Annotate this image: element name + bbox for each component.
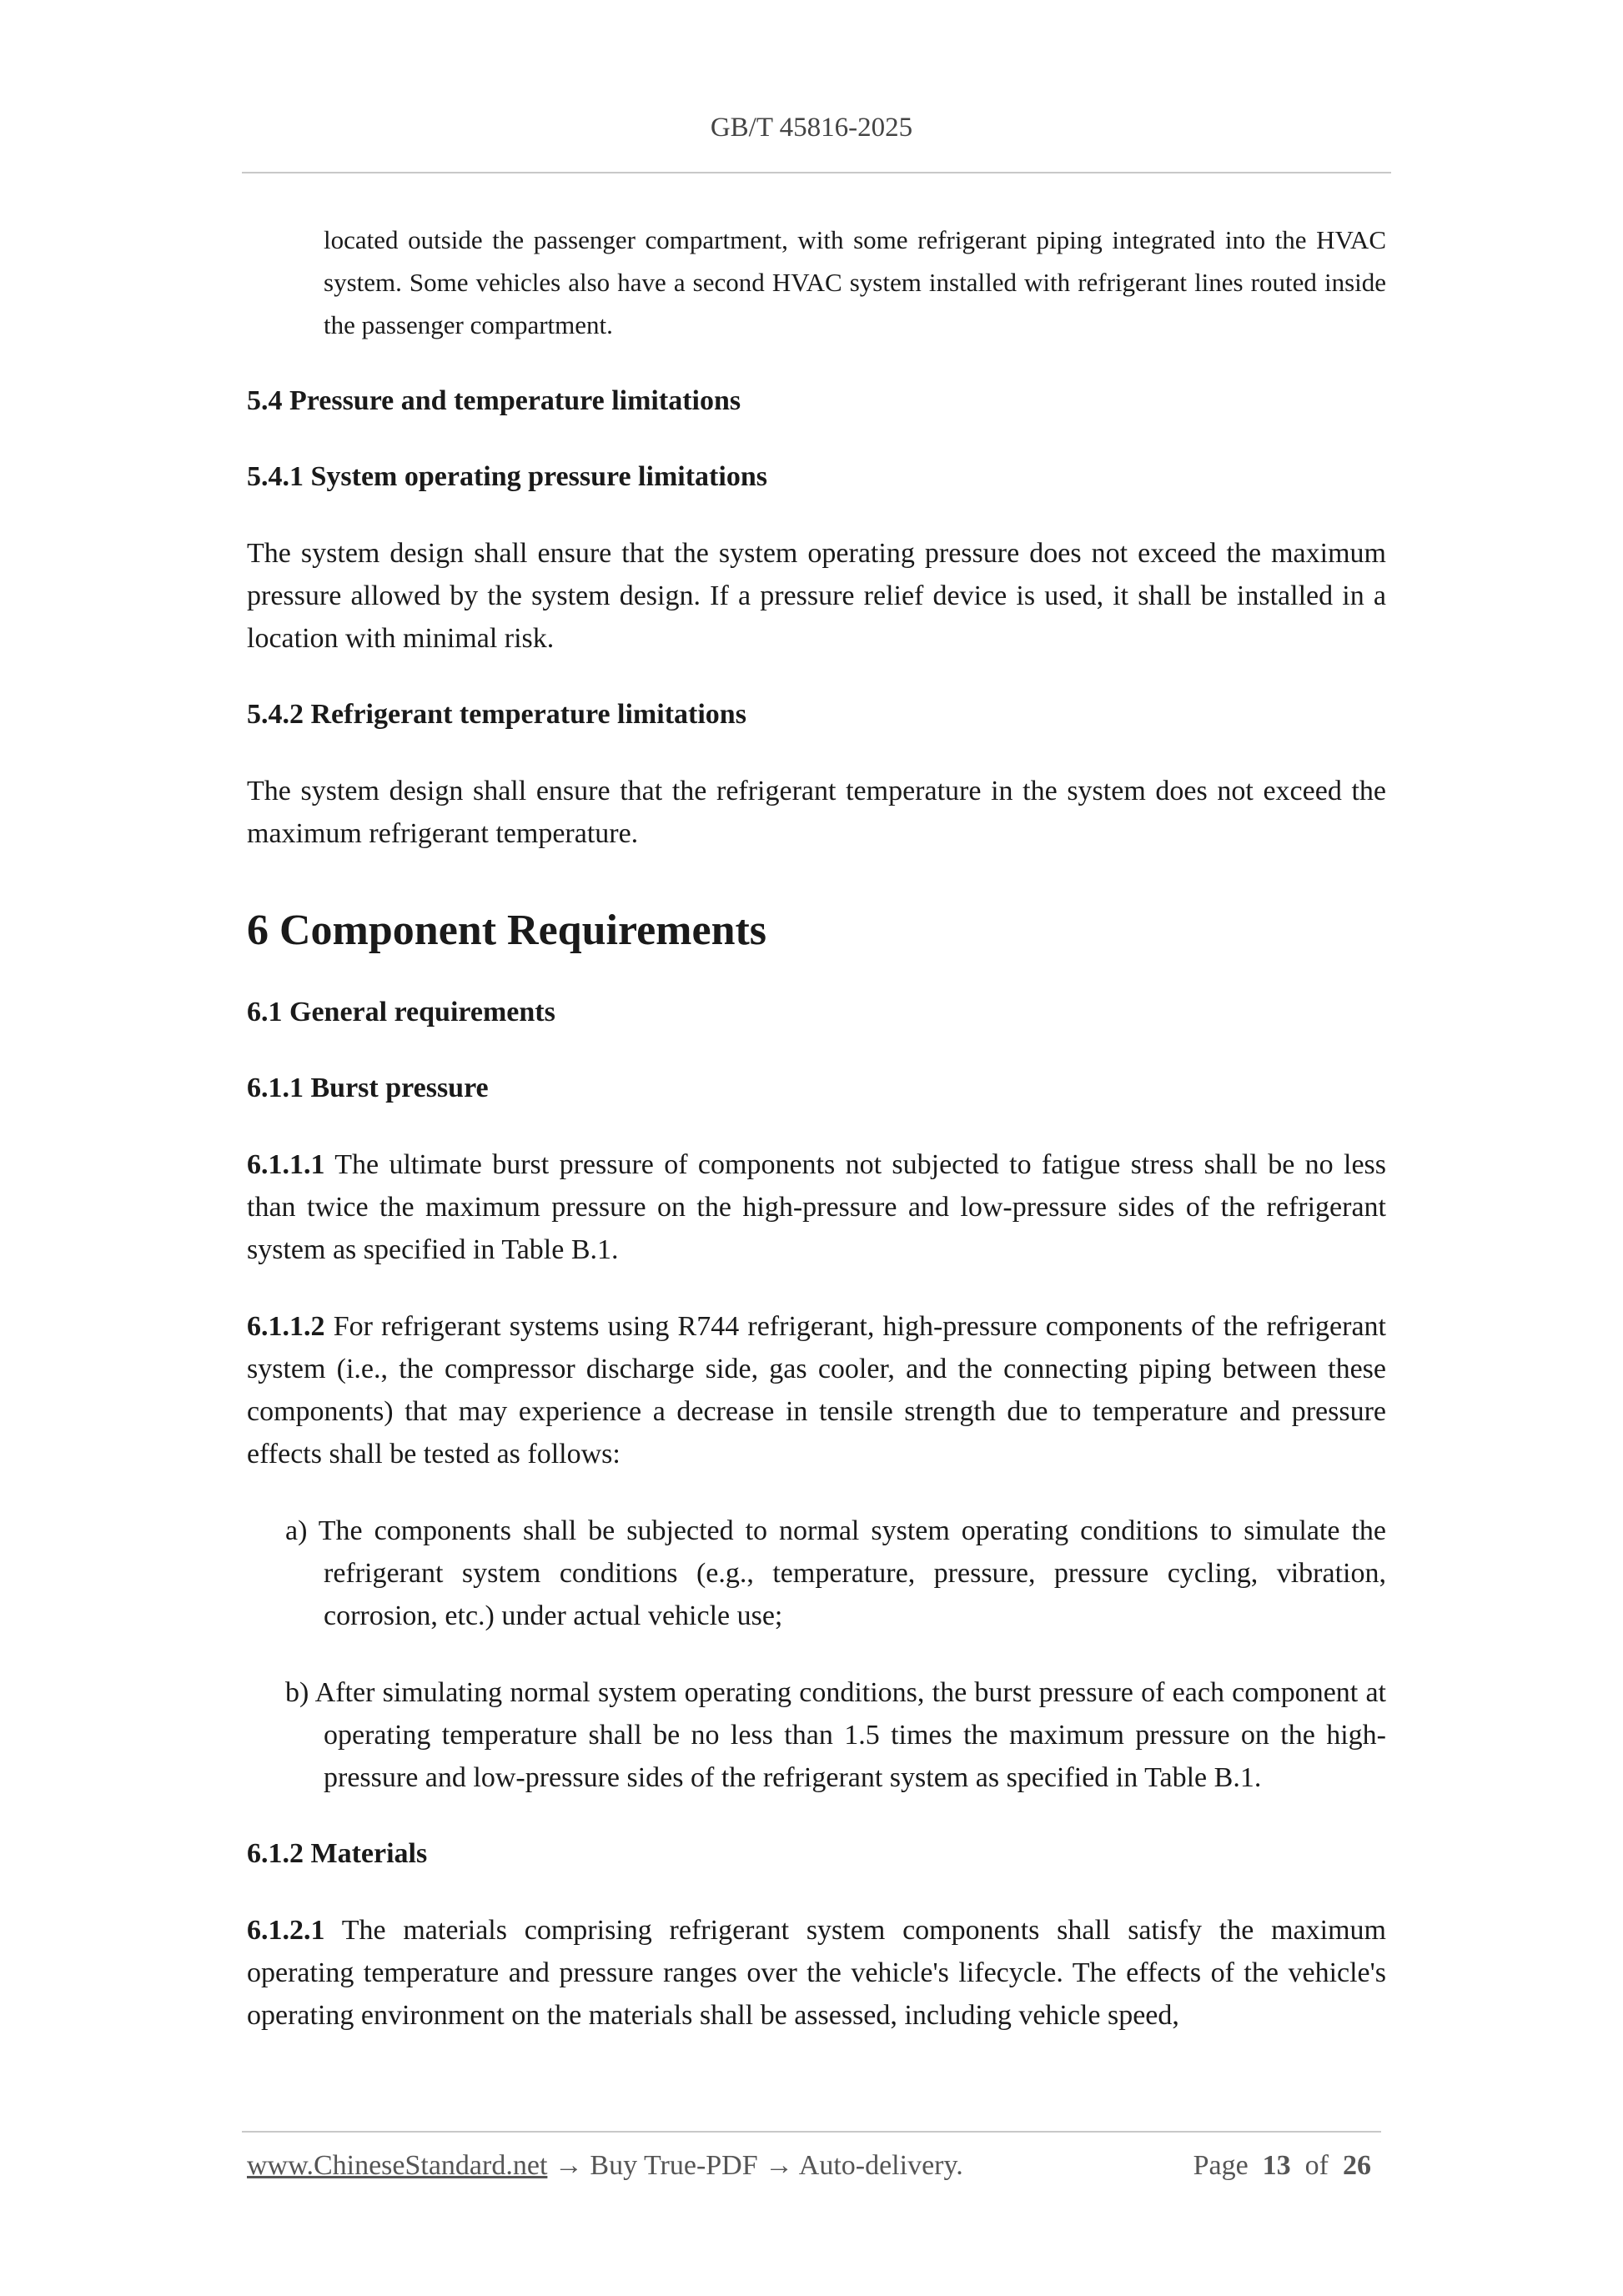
page-footer xyxy=(247,2145,1386,2187)
delivery-text: Auto-delivery. xyxy=(798,2150,963,2181)
of-word: of xyxy=(1304,2150,1329,2181)
page-counter xyxy=(1193,2145,1386,2187)
heading-6-1-1: 6.1.1 Burst pressure xyxy=(247,1073,489,1103)
paragraph-5-4-2: The system design shall ensure that the refrigerant temperature in the system does not exceed the maximum refrigerant temperature. xyxy=(247,776,1386,849)
list-item-b: b) After simulating normal system operating conditions, the burst pressure of each component at operating temperature shall be no less than 1.5 times the maximum pressure on the high-pressure and low-pressure sides of the refrigerant system as specified in Table B.1. xyxy=(285,1677,1386,1793)
clause-text: For refrigerant systems using R744 refrigerant, high-pressure components of the refrigerant system (i.e., the compressor discharge side, gas cooler, and the connecting piping between these components) that may experience a decrease in tensile strength due to temperature and pressure effects shall be tested as follows: xyxy=(247,1311,1386,1470)
page-word: Page xyxy=(1193,2150,1249,2181)
document-id-header: GB/T 45816-2025 xyxy=(710,113,913,143)
paragraph-6-1-1-2 xyxy=(247,1305,1386,1475)
page-content xyxy=(247,219,1386,2037)
heading-5-4: 5.4 Pressure and temperature limitations xyxy=(247,385,741,416)
arrow-right-icon: → xyxy=(547,2150,590,2181)
clause-label: 6.1.1.2 xyxy=(247,1311,325,1342)
heading-5-4-1: 5.4.1 System operating pressure limitations xyxy=(247,461,767,492)
page-number: 13 xyxy=(1262,2150,1291,2181)
intro-paragraph: located outside the passenger compartment, with some refrigerant piping integrated into the HVAC system. Some vehicles also have a second HVAC system installed with refrigerant lines routed inside the passenger compartment. xyxy=(324,225,1386,339)
heading-6-1-2: 6.1.2 Materials xyxy=(247,1838,428,1869)
site-link[interactable]: www.ChineseStandard.net xyxy=(247,2150,548,2181)
arrow-right-icon: → xyxy=(757,2150,799,2181)
heading-6-1: 6.1 General requirements xyxy=(247,997,555,1027)
header-divider xyxy=(242,172,1391,173)
clause-label: 6.1.2.1 xyxy=(247,1915,325,1946)
clause-text: The ultimate burst pressure of components not subjected to fatigue stress shall be no less than twice the maximum pressure on the high-pressure and low-pressure sides of the refrigerant system as specified in Table B.1. xyxy=(247,1149,1386,1265)
buy-text: Buy True-PDF xyxy=(590,2150,758,2181)
clause-label: 6.1.1.1 xyxy=(247,1149,325,1180)
total-pages: 26 xyxy=(1343,2150,1371,2181)
heading-5-4-2: 5.4.2 Refrigerant temperature limitations xyxy=(247,699,746,730)
footer-divider xyxy=(242,2131,1381,2133)
heading-6: 6 Component Requirements xyxy=(247,907,767,954)
footer-promo xyxy=(247,2145,963,2187)
list-item-a: a) The components shall be subjected to normal system operating conditions to simulate the refrigerant system conditions (e.g., temperature, pressure, pressure cycling, vibration, corrosion, etc.) under actual vehicle use; xyxy=(285,1515,1386,1631)
paragraph-6-1-2-1 xyxy=(247,1909,1386,2037)
paragraph-6-1-1-1 xyxy=(247,1143,1386,1271)
paragraph-5-4-1: The system design shall ensure that the system operating pressure does not exceed the maximum pressure allowed by the system design. If a pressure relief device is used, it shall be installed in a location with minimal risk. xyxy=(247,538,1386,654)
clause-text: The materials comprising refrigerant system components shall satisfy the maximum operating temperature and pressure ranges over the vehicle's lifecycle. The effects of the vehicle's operating environment on the materials shall be assessed, including vehicle speed, xyxy=(247,1915,1386,2031)
